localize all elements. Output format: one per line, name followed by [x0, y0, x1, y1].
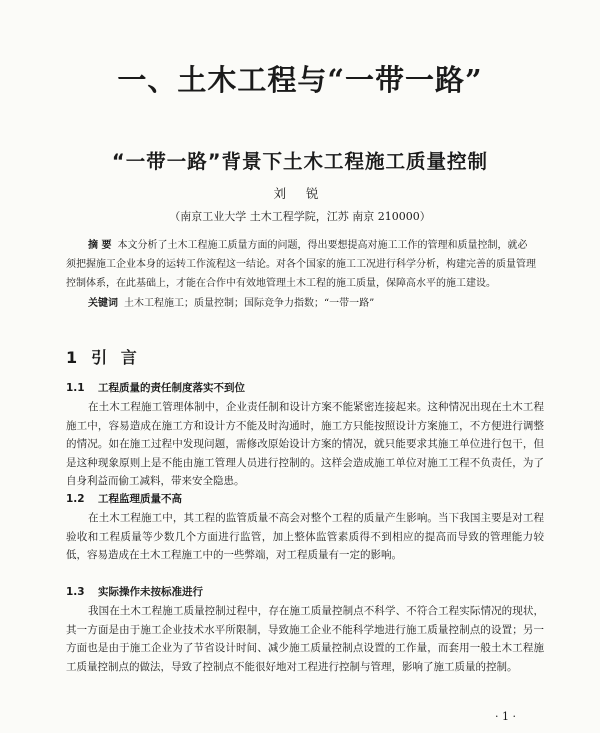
section-title: 一、土木工程与“一带一路”: [117, 63, 483, 97]
subsection-body-1-2: [66, 509, 544, 565]
page-number: · 1 ·: [495, 710, 516, 723]
body-paragraph: 在土木工程施工管理体制中，企业责任制和设计方案不能紧密连接起来。这种情况出现在土木工程施工中，容易造成在施工方和设计方不能及时沟通时，施工方只能按照设计方案施工，不方便进行调整的情况。如在施工过程中发现问题，需修改原始设计方案的情况，就只能要求其施工单位进行包干，但是这种现象原则上是不能由施工管理人员进行控制的。这样会造成施工单位对施工工程不负责任，为了自身利益而偷工减料，带来安全隐患。: [66, 401, 544, 487]
subsection-title: 实际操作未按标准进行: [98, 586, 203, 598]
subsection-body-1-3: [66, 602, 544, 676]
subsection-title: 工程质量的责任制度落实不到位: [98, 382, 245, 394]
keywords-text: 土木工程施工；质量控制；国际竞争力指数；“一带一路”: [124, 298, 375, 309]
affiliation: （南京工业大学 土木工程学院，江苏 南京 210000）: [169, 210, 431, 223]
paper-title: “一带一路”背景下土木工程施工质量控制: [111, 150, 489, 173]
author: 刘 锐: [273, 186, 327, 201]
subsection-number: 1.2: [66, 493, 85, 505]
keywords: [66, 294, 536, 313]
abstract-text: 本文分析了土木工程施工质量方面的问题，得出要想提高对施工工作的管理和质量控制，就必须把握施工企业本身的运转工作流程这一结论。对各个国家的施工工况进行科学分析，构建完善的质量管理控制体系，在此基础上，才能在合作中有效地管理土木工程的施工质量，保障高水平的施工建设。: [66, 240, 536, 289]
abstract: [66, 236, 536, 293]
subsection-title: 工程监理质量不高: [98, 493, 182, 505]
intro-heading: [66, 345, 141, 368]
keywords-label: 关键词: [88, 298, 118, 309]
intro-title: 引 言: [91, 348, 141, 367]
subsection-heading-1-3: [66, 584, 203, 599]
subsection-body-1-1: [66, 398, 544, 491]
subsection-number: 1.3: [66, 586, 85, 598]
subsection-number: 1.1: [66, 382, 85, 394]
subsection-heading-1-2: [66, 491, 182, 506]
body-paragraph: 在土木工程施工中，其工程的监管质量不高会对整个工程的质量产生影响。当下我国主要是对工程验收和工程质量等少数几个方面进行监管，加上整体监管素质得不到相应的提高而导致的管理能力较低，容易造成在土木工程施工中的一些弊端，对工程质量有一定的影响。: [66, 512, 544, 561]
abstract-block: [66, 236, 536, 313]
intro-number: 1: [66, 348, 78, 367]
body-paragraph: 我国在土木工程施工质量控制过程中，存在施工质量控制点不科学、不符合工程实际情况的现状，其一方面是由于施工企业技术水平所限制，导致施工企业不能科学地进行施工质量控制点的设置；另一方面也是由于施工企业为了节省设计时间、减少施工质量控制点设置的工作量，而套用一般土木工程施工质量控制点的做法，导致了控制点不能很好地对工程进行控制与管理，影响了施工质量的控制。: [66, 605, 544, 673]
abstract-label: 摘 要: [88, 240, 112, 251]
subsection-heading-1-1: [66, 380, 245, 395]
